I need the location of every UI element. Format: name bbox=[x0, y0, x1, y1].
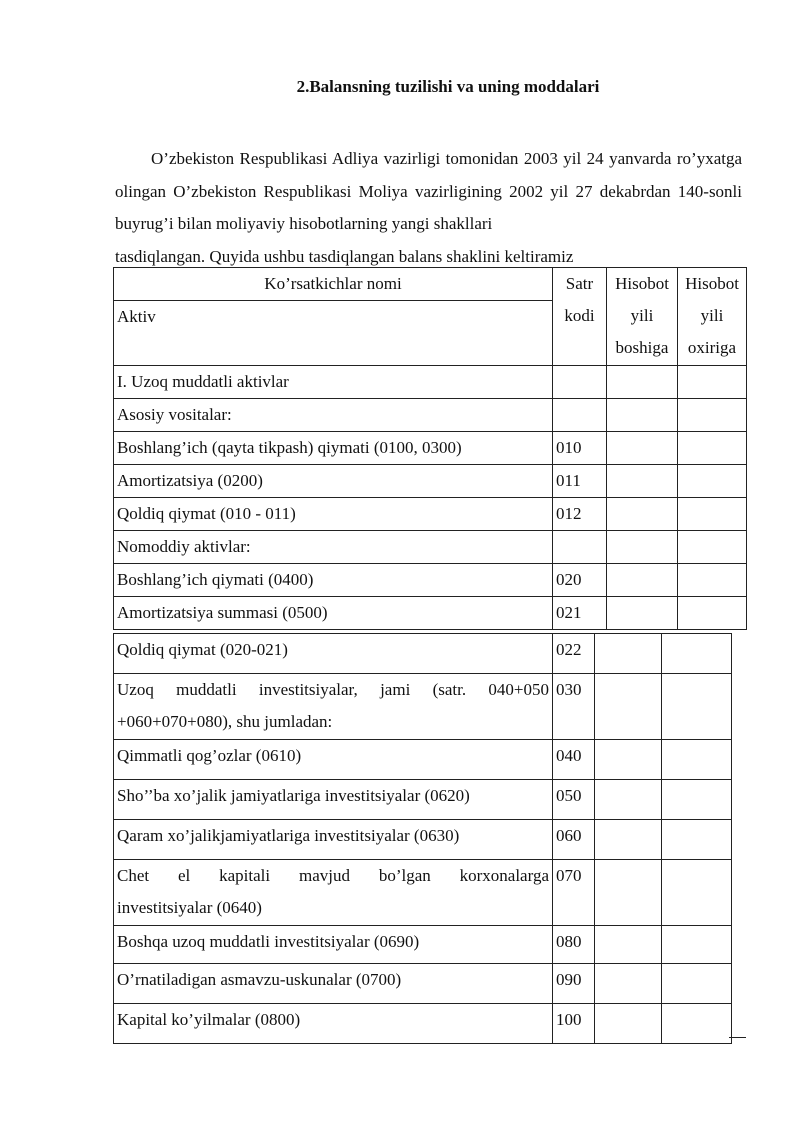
table-row: Boshlang’ich (qayta tikpash) qiymati (0100, 0300) 010 bbox=[114, 432, 747, 465]
table-row: Nomoddiy aktivlar: bbox=[114, 531, 747, 564]
table-row: Uzoq muddatli investitsiyalar, jami (satr. 040+050 +060+070+080), shu jumladan: 030 bbox=[114, 674, 732, 740]
table-row: Amortizatsiya (0200) 011 bbox=[114, 465, 747, 498]
header-line-code: Satr kodi bbox=[553, 268, 607, 366]
table-row: Boshlang’ich qiymati (0400) 020 bbox=[114, 564, 747, 597]
table-row: Chet el kapitali mavjud bo’lgan korxonalarga investitsiyalar (0640) 070 bbox=[114, 860, 732, 926]
intro-line-2: ro’yxatga olingan O’zbekiston Respublikasi Moliya vazirligining 2002 yil 27 bbox=[115, 149, 743, 201]
section-heading: 2.Balansning tuzilishi va uning moddalari bbox=[296, 77, 600, 96]
intro-paragraph bbox=[115, 143, 742, 273]
table-row: Qoldiq qiymat (010 - 011) 012 bbox=[114, 498, 747, 531]
header-indicator-name: Ko’rsatkichlar nomi bbox=[114, 268, 553, 301]
table-row: Kapital ko’yilmalar (0800) 100 bbox=[114, 1004, 732, 1044]
table-row: Qimmatli qog’ozlar (0610) 040 bbox=[114, 740, 732, 780]
header-aktiv: Aktiv bbox=[114, 301, 553, 366]
table-row: I. Uzoq muddatli aktivlar bbox=[114, 366, 747, 399]
header-year-start: Hisobot yili boshiga bbox=[607, 268, 678, 366]
intro-line-3: dekabrdan 140-sonli buyrug’i bilan moliyaviy hisobotlarning yangi shakllari bbox=[115, 181, 743, 233]
balance-table-part-2 bbox=[113, 633, 732, 1044]
table-row: Qaram xo’jalikjamiyatlariga investitsiyalar (0630) 060 bbox=[114, 820, 732, 860]
table-row: O’rnatiladigan asmavzu-uskunalar (0700) 090 bbox=[114, 964, 732, 1004]
balance-table-part-1 bbox=[113, 267, 747, 630]
table-row: Asosiy vositalar: bbox=[114, 399, 747, 432]
table-row: Sho’’ba xo’jalik jamiyatlariga investitsiyalar (0620) 050 bbox=[114, 780, 732, 820]
table-edge-line bbox=[729, 1037, 746, 1038]
table-row: Amortizatsiya summasi (0500) 021 bbox=[114, 597, 747, 630]
table-row: Boshqa uzoq muddatli investitsiyalar (0690) 080 bbox=[114, 926, 732, 964]
intro-line-1: O’zbekiston Respublikasi Adliya vazirligi tomonidan 2003 yil 24 yanvarda bbox=[151, 149, 672, 168]
header-year-end: Hisobot yili oxiriga bbox=[678, 268, 747, 366]
table-row: Qoldiq qiymat (020-021) 022 bbox=[114, 634, 732, 674]
intro-line-4: tasdiqlangan. Quyida ushbu tasdiqlangan balans shaklini keltiramiz bbox=[115, 246, 574, 266]
